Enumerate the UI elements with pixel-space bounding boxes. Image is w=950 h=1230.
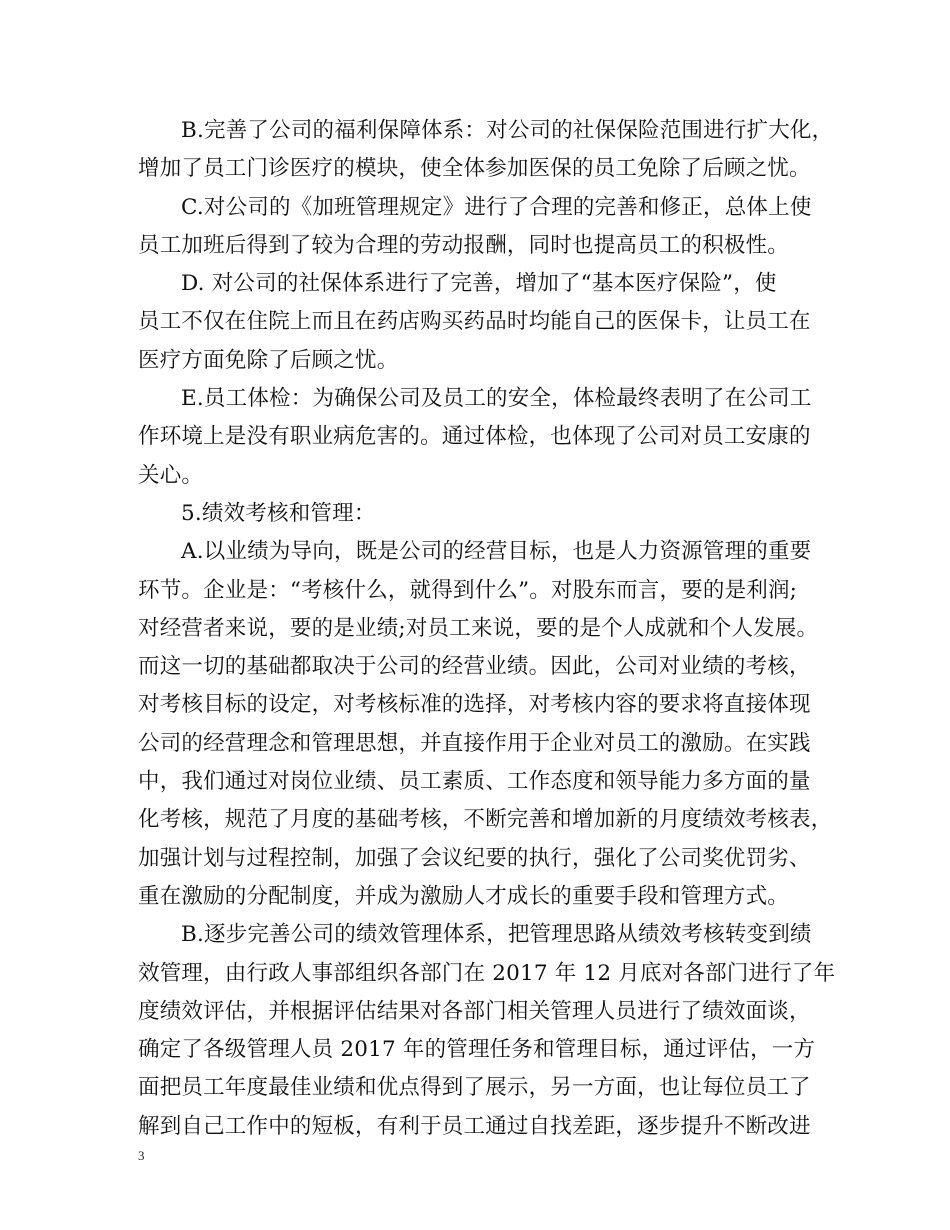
text-line: 员工不仅在住院上而且在药店购买药品时均能自己的医保卡，让员工在 [138, 309, 811, 335]
text-line: 中，我们通过对岗位业绩、员工素质、工作态度和领导能力多方面的量 [138, 769, 811, 795]
page-number: 3 [138, 1148, 145, 1163]
text-line: B.完善了公司的福利保障体系：对公司的社保保险范围进行扩大化， [181, 118, 834, 143]
text-line: 效管理，由行政人事部组织各部门在 2017 年 12 月底对各部门进行了年 [138, 960, 836, 986]
text-line: 员工加班后得到了较为合理的劳动报酬，同时也提高员工的积极性。 [138, 232, 790, 258]
text-line: 度绩效评估，并根据评估结果对各部门相关管理人员进行了绩效面谈， [138, 998, 811, 1024]
text-line: 作环境上是没有职业病危害的。通过体检，也体现了公司对员工安康的 [138, 424, 811, 450]
text-line: 环节。企业是：“考核什么，就得到什么”。对股东而言，要的是利润; [138, 577, 798, 603]
section-heading: 5.绩效考核和管理： [181, 500, 376, 526]
text-line: 化考核，规范了月度的基础考核，不断完善和增加新的月度绩效考核表， [138, 807, 833, 833]
text-line: 加强计划与过程控制，加强了会议纪要的执行，强化了公司奖优罚劣、 [138, 845, 811, 871]
body-text [138, 112, 836, 1146]
text-line: E.员工体检：为确保公司及员工的安全，体检最终表明了在公司工 [181, 386, 812, 412]
text-line: 重在激励的分配制度，并成为激励人才成长的重要手段和管理方式。 [138, 883, 790, 909]
text-line: 医疗方面免除了后顾之忧。 [138, 347, 399, 373]
text-line: 关心。 [138, 462, 204, 488]
text-line: 对经营者来说，要的是业绩;对员工来说，要的是个人成就和个人发展。 [138, 615, 819, 641]
text-line: 确定了各级管理人员 2017 年的管理任务和管理目标，通过评估，一方 [138, 1037, 816, 1063]
text-line: A.以业绩为导向，既是公司的经营目标，也是人力资源管理的重要 [181, 539, 812, 565]
text-line: D. 对公司的社保体系进行了完善，增加了“基本医疗保险”，使 [181, 271, 777, 297]
text-line: 增加了员工门诊医疗的模块，使全体参加医保的员工免除了后顾之忧。 [138, 156, 811, 182]
text-line: B.逐步完善公司的绩效管理体系，把管理思路从绩效考核转变到绩 [181, 922, 812, 948]
text-line: C.对公司的《加班管理规定》进行了合理的完善和修正，总体上使 [181, 194, 812, 220]
text-line: 而这一切的基础都取决于公司的经营业绩。因此，公司对业绩的考核， [138, 654, 811, 680]
text-line: 解到自己工作中的短板，有利于员工通过自找差距，逐步提升不断改进 [138, 1113, 811, 1139]
text-line: 公司的经营理念和管理思想，并直接作用于企业对员工的激励。在实践 [138, 730, 811, 756]
text-line: 面把员工年度最佳业绩和优点得到了展示，另一方面，也让每位员工了 [138, 1075, 811, 1101]
text-line: 对考核目标的设定，对考核标准的选择，对考核内容的要求将直接体现 [138, 692, 811, 718]
